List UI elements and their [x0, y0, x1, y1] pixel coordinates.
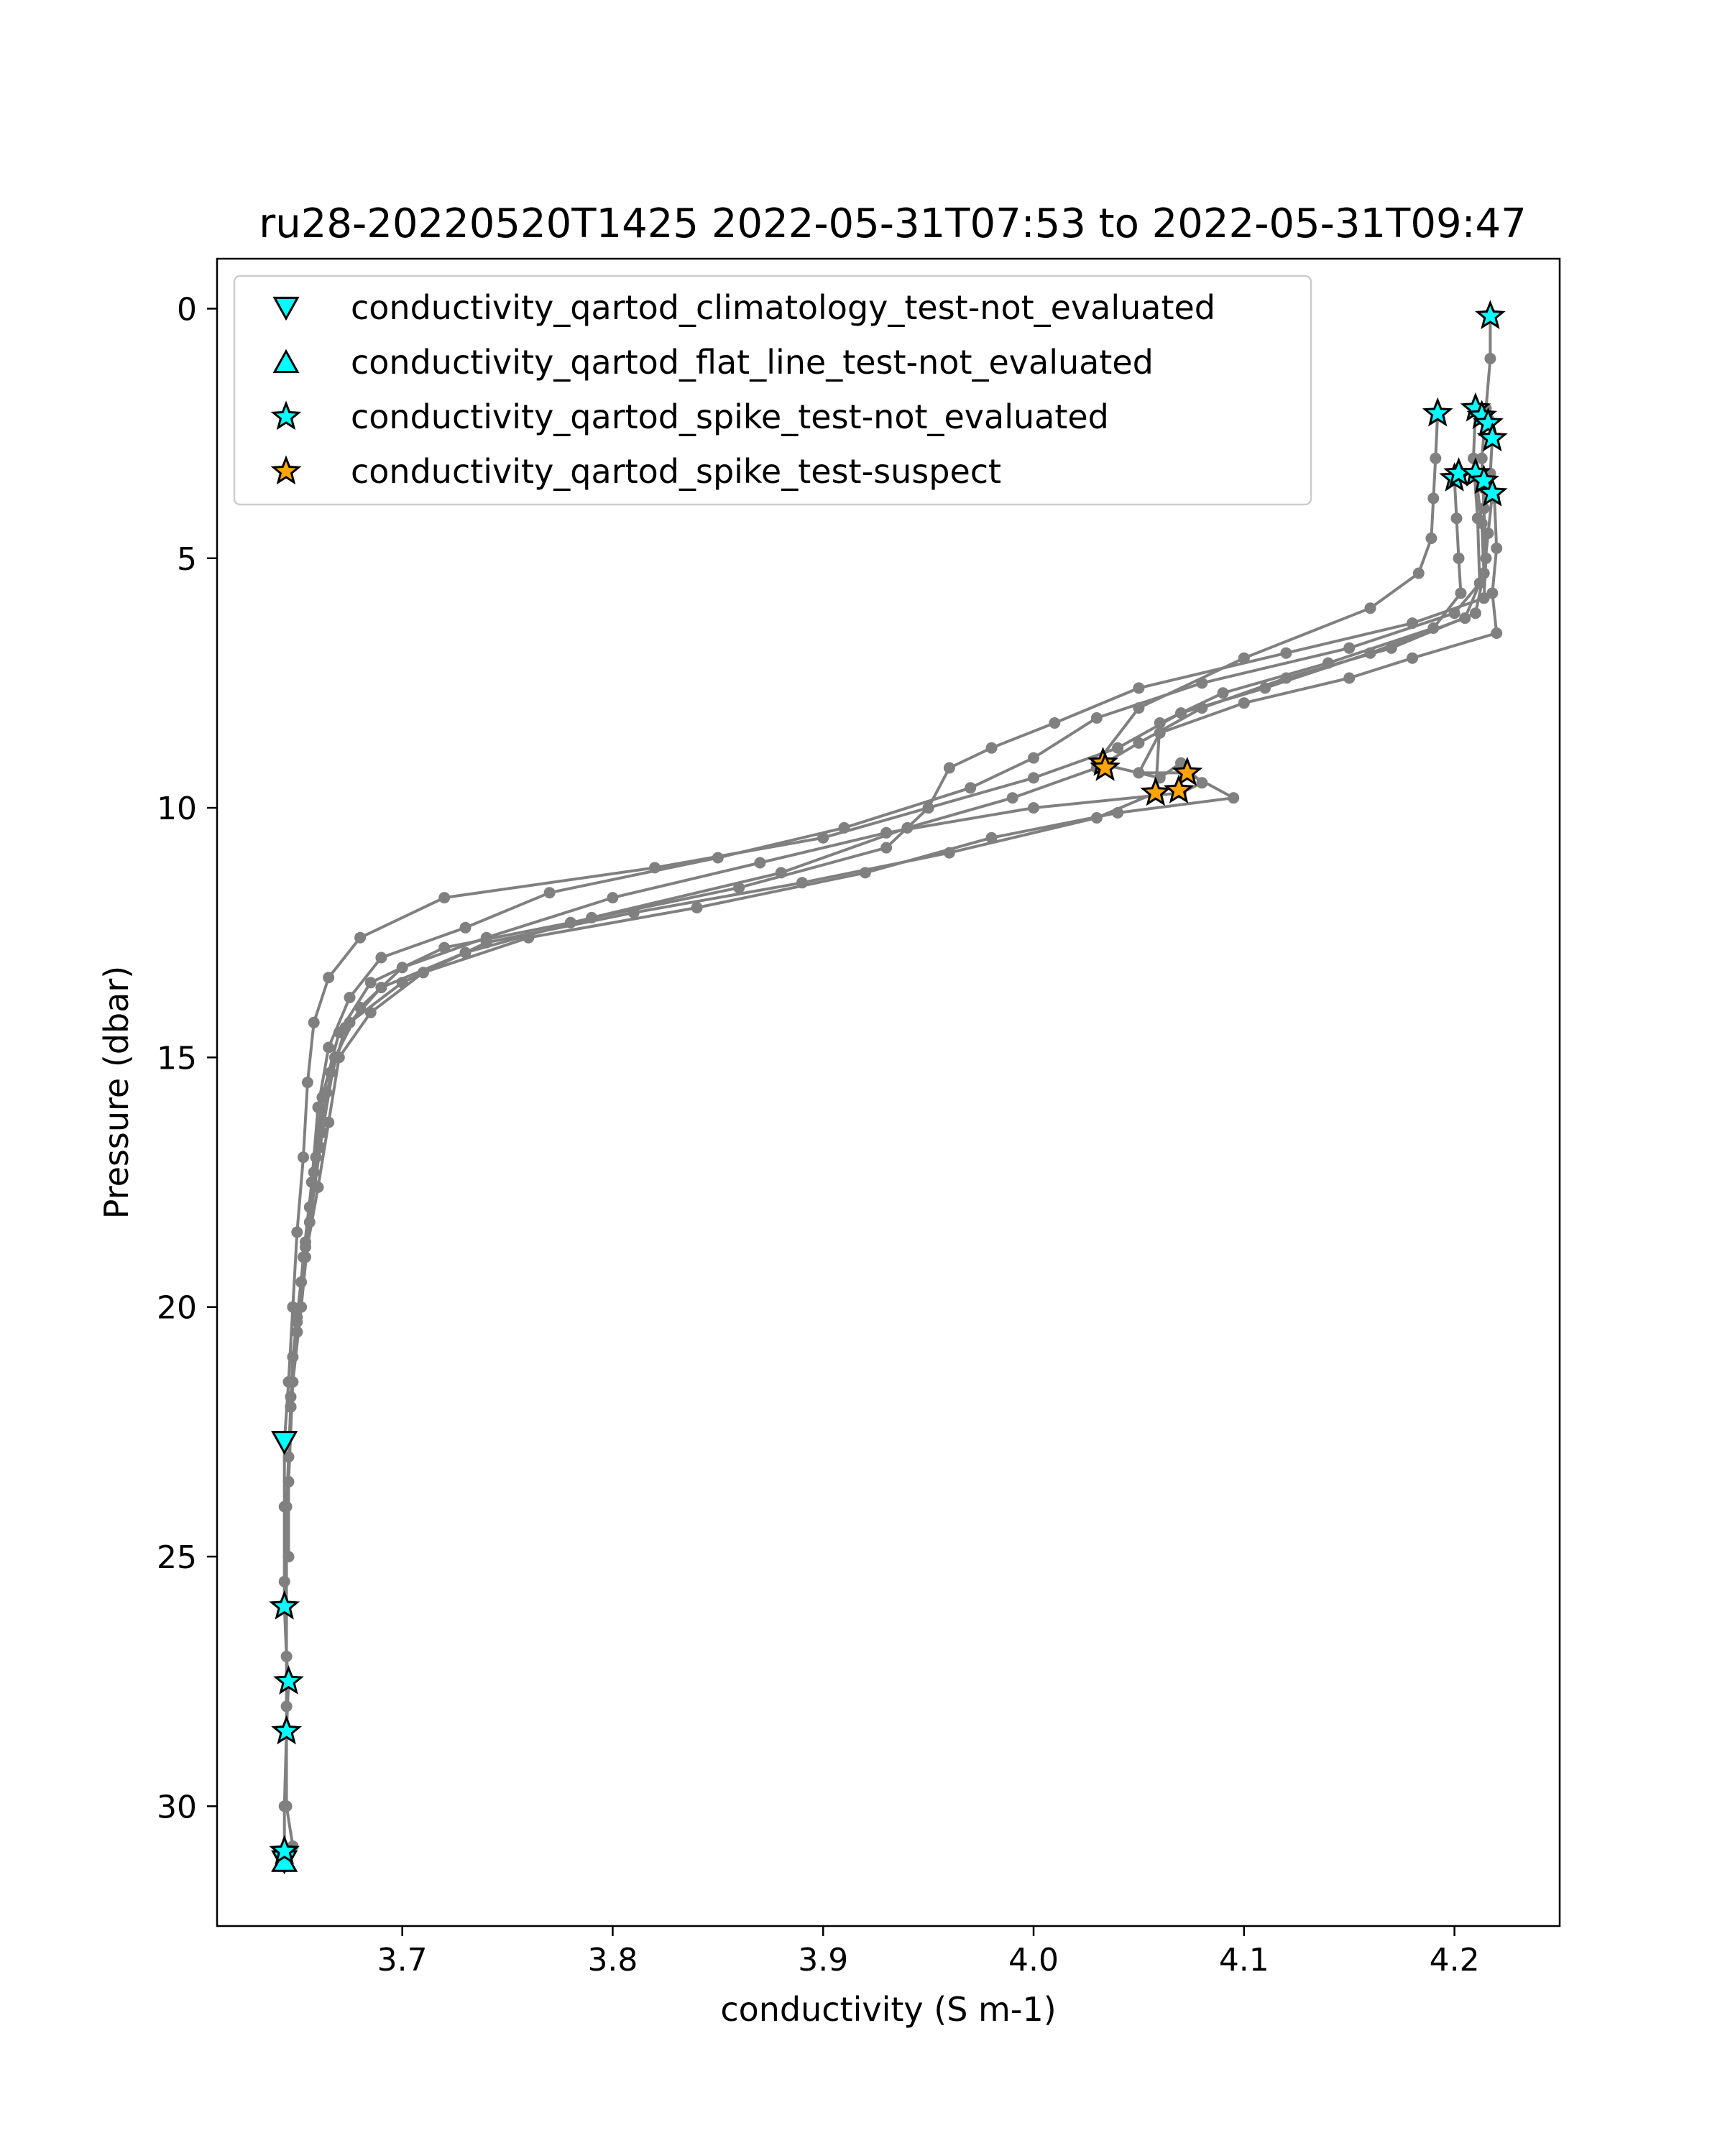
profile-point — [279, 1576, 290, 1588]
profile-point — [733, 882, 745, 893]
x-axis-label: conductivity (S m-1) — [720, 1990, 1057, 2029]
profile-point — [316, 1092, 328, 1103]
profile-point — [607, 892, 618, 903]
profile-point — [1449, 607, 1460, 619]
profile-point — [365, 977, 377, 988]
profile-point — [1478, 568, 1490, 579]
profile-point — [1028, 802, 1039, 814]
y-tick-label: 0 — [177, 291, 197, 328]
legend-label: conductivity_qartod_flat_line_test-not_evaluated — [351, 343, 1154, 382]
profile-point — [1470, 607, 1481, 619]
profile-point — [1365, 648, 1376, 659]
profile-point — [1483, 528, 1494, 539]
profile-point — [460, 922, 472, 934]
y-tick-label: 5 — [177, 540, 197, 578]
profile-point — [691, 902, 703, 913]
profile-point — [1049, 717, 1060, 729]
legend-label: conductivity_qartod_spike_test-suspect — [351, 452, 1002, 491]
profile-point — [544, 887, 556, 898]
profile-point — [754, 857, 765, 869]
profile-point — [375, 952, 387, 964]
profile-point — [1028, 752, 1039, 764]
profile-point — [944, 847, 955, 859]
profile-point — [1218, 687, 1229, 699]
y-tick-label: 10 — [157, 791, 197, 828]
x-tick-label: 3.7 — [377, 1942, 428, 1978]
profile-point — [1238, 697, 1250, 709]
profile-point — [1228, 792, 1239, 803]
profile-point — [1407, 653, 1418, 664]
profile-point — [302, 1077, 313, 1088]
profile-point — [1491, 627, 1502, 639]
profile-point — [944, 763, 955, 774]
profile-point — [375, 982, 387, 993]
profile-point — [1259, 682, 1271, 694]
profile-point — [1365, 602, 1376, 614]
x-tick-label: 4.0 — [1008, 1942, 1059, 1978]
legend-label: conductivity_qartod_climatology_test-not_evaluated — [351, 288, 1216, 327]
profile-point — [839, 822, 850, 834]
profile-point — [1028, 772, 1039, 783]
x-tick-label: 4.1 — [1218, 1942, 1269, 1978]
profile-point — [565, 917, 576, 929]
profile-point — [712, 852, 724, 864]
profile-point — [1280, 648, 1292, 659]
profile-point — [291, 1312, 303, 1323]
y-tick-label: 25 — [157, 1539, 197, 1576]
profile-point — [1413, 568, 1425, 579]
profile-point — [1459, 612, 1471, 624]
profile-point — [300, 1236, 311, 1248]
profile-point — [281, 1800, 293, 1812]
profile-point — [281, 1501, 293, 1513]
profile-point — [438, 942, 450, 954]
profile-point — [1343, 642, 1355, 654]
profile-point — [1451, 512, 1463, 524]
profile-point — [1491, 543, 1502, 554]
profile-point — [354, 932, 366, 944]
profile-point — [308, 1166, 320, 1178]
profile-point — [291, 1227, 303, 1238]
profile-point — [1112, 742, 1123, 754]
profile-point — [1484, 353, 1496, 364]
profile-point — [1091, 812, 1103, 824]
profile-point — [1091, 712, 1103, 724]
profile-point — [965, 782, 976, 793]
profile-point — [334, 1027, 345, 1038]
y-tick-label: 15 — [157, 1040, 197, 1077]
profile-point — [323, 1042, 334, 1054]
profile-point — [1453, 553, 1465, 564]
profile-point — [1486, 587, 1498, 599]
profile-point — [285, 1401, 297, 1413]
profile-point — [438, 892, 450, 903]
profile-point — [1343, 673, 1355, 684]
profile-point — [1455, 587, 1466, 599]
chart-title: ru28-20220520T1425 2022-05-31T07:53 to 2022-05-31T09:47 — [259, 201, 1527, 247]
x-tick-label: 3.9 — [798, 1942, 849, 1978]
y-tick-label: 30 — [157, 1789, 197, 1826]
profile-point — [344, 992, 356, 1003]
profile-point — [880, 842, 892, 854]
profile-point — [281, 1700, 293, 1712]
profile-point — [1133, 682, 1144, 694]
profile-point — [1427, 492, 1439, 504]
y-tick-label: 20 — [157, 1289, 197, 1327]
profile-point — [298, 1151, 309, 1163]
x-tick-label: 4.2 — [1429, 1942, 1480, 1978]
profile-point — [923, 802, 934, 814]
profile-point — [1430, 453, 1441, 464]
profile-point — [796, 877, 808, 888]
profile-point — [323, 972, 334, 983]
profile-point — [460, 947, 472, 959]
y-axis-label: Pressure (dbar) — [97, 965, 136, 1220]
profile-point — [283, 1476, 295, 1488]
profile-point — [308, 1017, 320, 1028]
profile-point — [1238, 653, 1250, 664]
profile-point — [986, 742, 998, 754]
legend-label: conductivity_qartod_spike_test-not_evaluated — [351, 397, 1109, 436]
profile-point — [1425, 533, 1437, 544]
profile-point — [1175, 707, 1187, 719]
profile-point — [283, 1551, 295, 1562]
profile-point — [1133, 702, 1144, 714]
legend — [234, 276, 1311, 505]
profile-point — [1133, 767, 1144, 778]
profile-point — [1476, 517, 1488, 529]
profile-point — [1007, 792, 1018, 803]
x-tick-label: 3.8 — [587, 1942, 638, 1978]
profile-point — [285, 1391, 297, 1403]
